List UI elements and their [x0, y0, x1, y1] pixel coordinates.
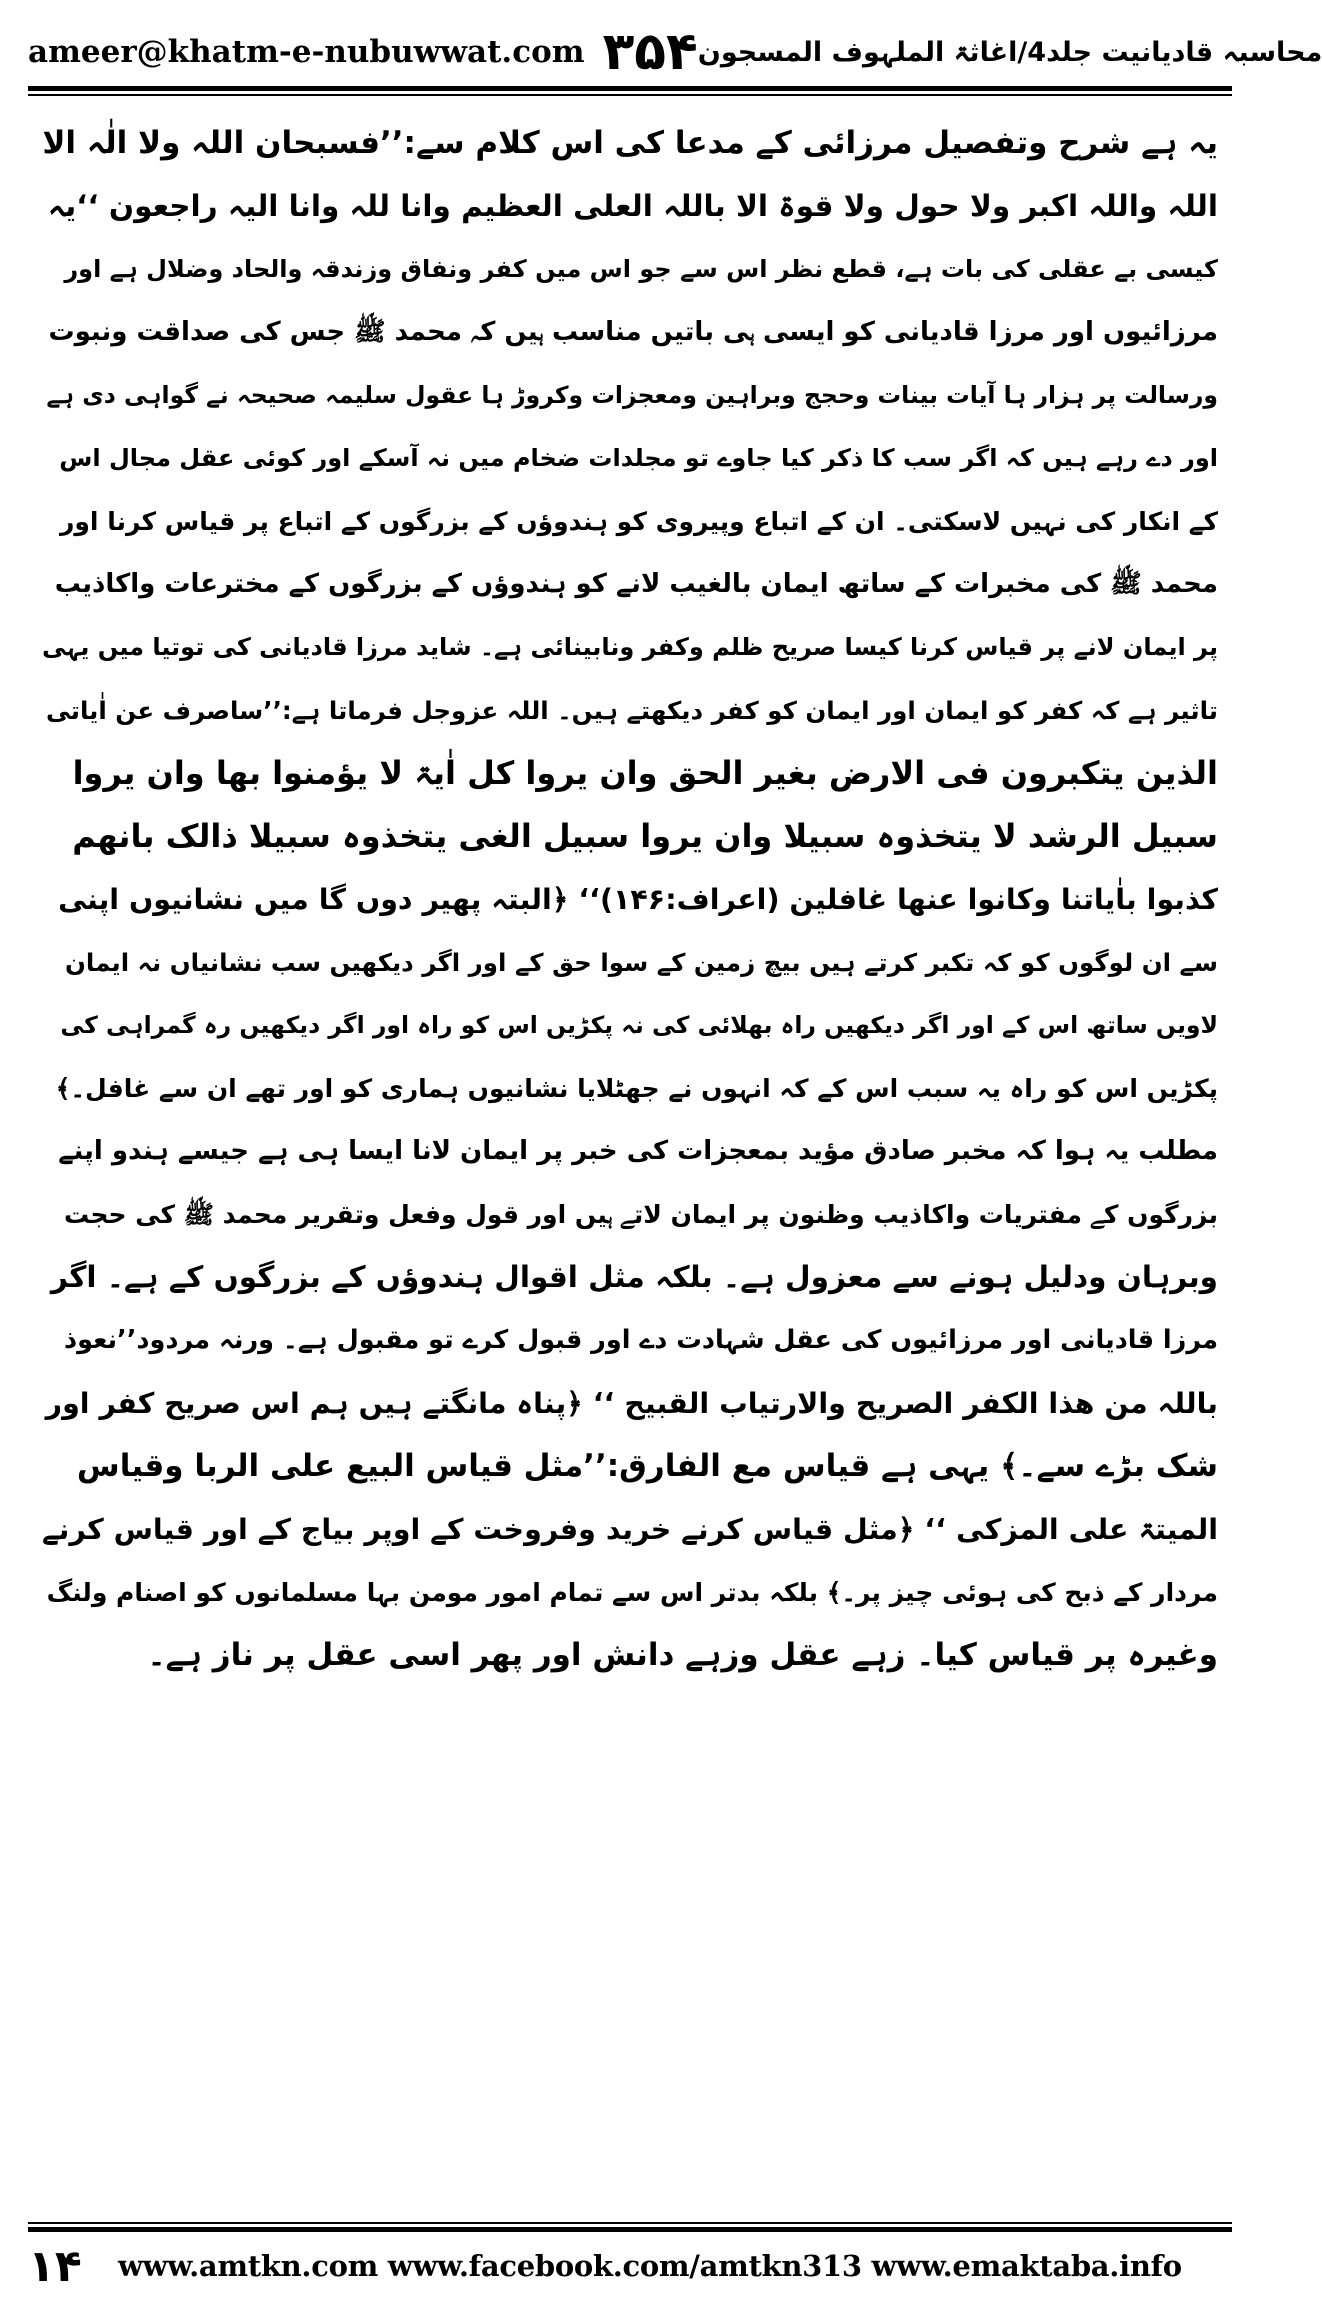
footer-rule-thin: [28, 2222, 1232, 2224]
text-line: اور دے رہے ہیں کہ اگر سب کا ذکر کیا جاوے تو مجلدات ضخام میں نہ آسکے اور کوئی عقل مجال اس: [59, 444, 1218, 472]
header-rule-thick: [28, 86, 1232, 91]
text-line: وبرہان ودلیل ہونے سے معزول ہے۔ بلکہ مثل اقوال ہندوؤں کے بزرگوں کے ہے۔ اگر: [50, 1260, 1218, 1294]
text-line: الذین یتکبرون فی الارض بغیر الحق وان یروا کل اٰیۃ لا یؤمنوا بھا وان یروا: [72, 754, 1218, 792]
header-book-title: محاسبہ قادیانیت جلد4/اغاثۃ الملہوف المسجون: [697, 36, 1322, 68]
text-line: اللہ واللہ اکبر ولا حول ولا قوۃ الا باللہ العلی العظیم وانا للہ وانا الیہ راجعون ‘‘یہ: [47, 189, 1218, 223]
text-line: مرزائیوں اور مرزا قادیانی کو ایسی ہی باتیں مناسب ہیں کہ محمد ﷺ جس کی صداقت ونبوت: [48, 317, 1218, 347]
footer-websites[interactable]: www.amtkn.com www.facebook.com/amtkn313 www.emaktaba.info: [118, 2249, 1182, 2283]
page-footer: [28, 2236, 1232, 2296]
text-line: باللہ من ھذا الکفر الصریح والارتیاب القبیح ‘‘ ﴿پناہ مانگتے ہیں ہم اس صریح کفر اور: [45, 1387, 1218, 1420]
text-line: کذبوا باٰیاتنا وکانوا عنھا غافلین (اعراف:۱۴۶)‘‘ ﴿البتہ پھیر دوں گا میں نشانیوں اپنی: [58, 883, 1218, 916]
text-line: لاویں ساتھ اس کے اور اگر دیکھیں راہ بھلائی کی نہ پکڑیں اس کو راہ اور اگر دیکھیں رہ گمراہی کی: [60, 1011, 1218, 1039]
text-line: مطلب یہ ہوا کہ مخبر صادق مؤید بمعجزات کی خبر پر ایمان لانا ایسا ہی ہے جیسے ہندو اپنے: [58, 1136, 1218, 1166]
header-page-number: ۳۵۴: [602, 22, 698, 82]
text-line: پر ایمان لانے پر قیاس کرنا کیسا صریح ظلم وکفر ونابینائی ہے۔ شاید مرزا قادیانی کی توتیا میں یہی: [42, 633, 1218, 661]
header-rule-thin: [28, 94, 1232, 96]
footer-page-number: ۱۴: [28, 2240, 82, 2292]
text-line: مردار کے ذبح کی ہوئی چیز پر۔﴾ بلکہ بدتر اس سے تمام امور مومن بہا مسلمانوں کو اصنام ولنگ: [46, 1578, 1218, 1607]
body-text: [42, 112, 1218, 1687]
text-line: المیتۃ علی المزکی ‘‘ ﴿مثل قیاس کرنے خرید وفروخت کے اوپر بیاج کے اور قیاس کرنے: [41, 1513, 1218, 1546]
text-line: کے انکار کی نہیں لاسکتی۔ ان کے اتباع وپیروی کو ہندوؤں کے بزرگوں کے اتباع پر قیاس کرنا اور: [59, 507, 1218, 536]
text-line: تاثیر ہے کہ کفر کو ایمان اور ایمان کو کفر دیکھتے ہیں۔ اللہ عزوجل فرماتا ہے:’’ساصرف عن اٰیاتی: [45, 696, 1218, 725]
text-line: پکڑیں اس کو راہ یہ سبب اس کے کہ انہوں نے جھٹلایا نشانیوں ہماری کو اور تھے ان سے غافل۔﴾: [55, 1074, 1218, 1103]
text-line: کیسی بے عقلی کی بات ہے، قطع نظر اس سے جو اس میں کفر ونفاق وزندقہ والحاد وضلال ہے اور: [64, 255, 1218, 283]
text-line: ورسالت پر ہزار ہا آیات بینات وحجج وبراہین ومعجزات وکروڑ ہا عقول سلیمہ صحیحہ نے گواہی دی ہے: [46, 381, 1218, 409]
text-line: مرزا قادیانی اور مرزائیوں کی عقل شہادت دے اور قبول کرے تو مقبول ہے۔ ورنہ مردود’’نعوذ: [64, 1325, 1218, 1355]
text-line: سے ان لوگوں کو کہ تکبر کرتے ہیں بیچ زمین کے سوا حق کے اور اگر دیکھیں سب نشانیاں نہ ایمان: [65, 948, 1218, 977]
text-line: سبیل الرشد لا یتخذوہ سبیلا وان یروا سبیل الغی یتخذوہ سبیلا ذالک بانھم: [72, 817, 1218, 855]
footer-rule-thick: [28, 2227, 1232, 2232]
text-line: وغیرہ پر قیاس کیا۔ زہے عقل وزہے دانش اور پھر اسی عقل پر ناز ہے۔: [147, 1637, 1218, 1673]
text-line: یہ ہے شرح وتفصیل مرزائی کے مدعا کی اس کلام سے:’’فسبحان اللہ ولا الٰہ الا: [42, 125, 1218, 161]
text-line: بزرگوں کے مفتریات واکاذیب وظنون پر ایمان لاتے ہیں اور قول وفعل وتقریر محمد ﷺ کی حجت: [64, 1200, 1218, 1229]
header-left: [28, 22, 698, 82]
header-email[interactable]: ameer@khatm-e-nubuwwat.com: [28, 34, 585, 70]
text-line: شک بڑے سے۔﴾ یہی ہے قیاس مع الفارق:’’مثل قیاس البیع علی الربا وقیاس: [76, 1448, 1218, 1484]
text-line: محمد ﷺ کی مخبرات کے ساتھ ایمان بالغیب لانے کو ہندوؤں کے بزرگوں کے مخترعات واکاذیب: [54, 569, 1218, 599]
page-header: [28, 22, 1322, 82]
